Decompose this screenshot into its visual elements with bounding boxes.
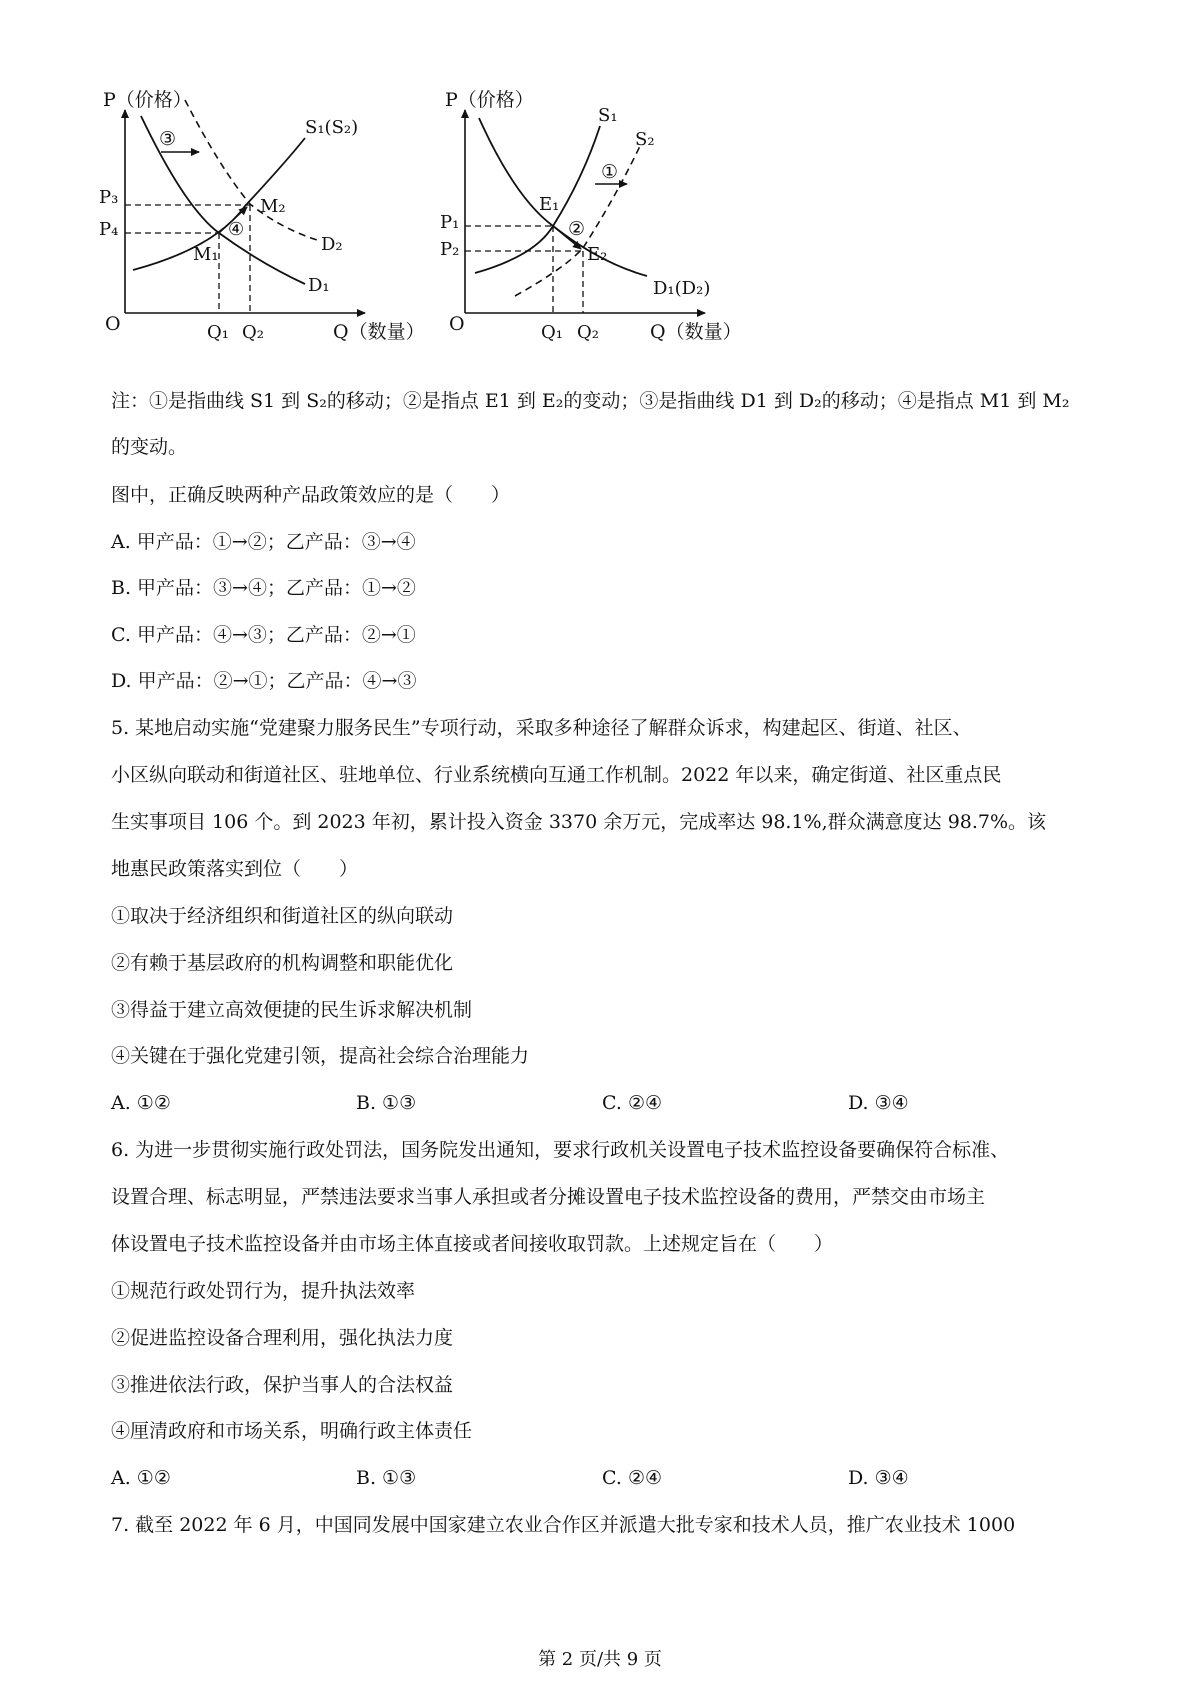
y-axis-label: P（价格） [445,89,534,111]
figure-right-supply-shift [435,88,775,378]
q6-option-d: D. ③④ [848,1467,909,1489]
q4-option-b: B. 甲产品：③→④；乙产品：①→② [111,577,416,599]
q1-label: Q₁ [541,322,563,343]
page-footer: 第 2 页/共 9 页 [538,1649,662,1670]
shift-mark-1: ① [601,161,619,183]
y-axis-label: P（价格） [103,89,192,111]
demand-label: D₁(D₂) [653,278,711,299]
shift-mark-3: ③ [159,128,177,150]
q4-stem: 图中，正确反映两种产品政策效应的是（ ） [111,484,511,506]
q5-option-a: A. ①② [111,1092,171,1114]
q2-label: Q₂ [577,322,599,343]
p4-label: P₄ [99,219,119,240]
q5-item-4: ④关键在于强化党建引领，提高社会综合治理能力 [111,1045,530,1067]
origin-label: O [105,313,121,335]
q4-option-a: A. 甲产品：①→②；乙产品：③→④ [111,531,416,553]
m2-label: M₂ [260,196,286,217]
q5-option-c: C. ②④ [602,1092,663,1114]
q6-item-2: ②促进监控设备合理利用，强化执法力度 [111,1327,454,1349]
q5-line-4: 地惠民政策落实到位（ ） [111,858,359,880]
demand-d1-label: D₁ [308,275,330,296]
q5-item-3: ③得益于建立高效便捷的民生诉求解决机制 [111,999,473,1021]
e2-label: E₂ [587,244,608,265]
q5-line-1: 5. 某地启动实施“党建聚力服务民生”专项行动，采取多种途径了解群众诉求，构建起区、街道、社区、 [111,717,972,739]
q6-item-1: ①规范行政处罚行为，提升执法效率 [111,1280,416,1302]
point-mark-2: ② [568,218,586,240]
supply-label: S₁(S₂) [305,117,359,138]
p2-label: P₂ [440,239,460,260]
q1-label: Q₁ [207,322,229,343]
q6-option-b: B. ①③ [356,1467,417,1489]
q6-line-3: 体设置电子技术监控设备并由市场主体直接或者间接收取罚款。上述规定旨在（ ） [111,1233,834,1255]
q5-item-2: ②有赖于基层政府的机构调整和职能优化 [111,952,454,974]
q6-option-c: C. ②④ [602,1467,663,1489]
q5-item-1: ①取决于经济组织和街道社区的纵向联动 [111,905,454,927]
figure-left-demand-shift [95,88,435,378]
p1-label: P₁ [440,212,460,233]
figure-note-line2: 的变动。 [111,436,188,458]
x-axis-label: Q（数量） [333,321,425,343]
s2-label: S₂ [635,129,655,150]
demand-d2-label: D₂ [321,234,343,255]
q4-option-c: C. 甲产品：④→③；乙产品：②→① [111,624,416,646]
m1-label: M₁ [193,244,219,265]
q6-line-1: 6. 为进一步贯彻实施行政处罚法，国务院发出通知，要求行政机关设置电子技术监控设备要确保符合标准、 [111,1139,1010,1161]
supply-demand-figures [95,88,815,378]
figure-note-line1: 注：①是指曲线 S1 到 S₂的移动；②是指点 E1 到 E₂的变动；③是指曲线 D1 到 D₂的移动；④是指点 M1 到 M₂ [111,390,1070,412]
point-mark-4: ④ [228,219,245,240]
p3-label: P₃ [99,187,119,208]
q6-option-a: A. ①② [111,1467,171,1489]
demand-curve [479,118,647,276]
q4-option-d: D. 甲产品：②→①；乙产品：④→③ [111,670,417,692]
q5-line-3: 生实事项目 106 个。到 2023 年初，累计投入资金 3370 余万元，完成率达 98.1%,群众满意度达 98.7%。该 [111,811,1047,833]
s1-label: S₁ [598,105,618,126]
x-axis-label: Q（数量） [650,321,742,343]
q6-item-3: ③推进依法行政，保护当事人的合法权益 [111,1374,454,1396]
origin-label: O [449,313,465,335]
q5-line-2: 小区纵向联动和街道社区、驻地单位、行业系统横向互通工作机制。2022 年以来，确定街道、社区重点民 [111,764,1002,786]
q7-line-1: 7. 截至 2022 年 6 月，中国同发展中国家建立农业合作区并派遣大批专家和技术人员，推广农业技术 1000 [111,1514,1016,1536]
q2-label: Q₂ [242,322,264,343]
q6-line-2: 设置合理、标志明显，严禁违法要求当事人承担或者分摊设置电子技术监控设备的费用，严禁交由市场主 [111,1186,986,1208]
e1-label: E₁ [539,194,560,215]
q6-item-4: ④厘清政府和市场关系，明确行政主体责任 [111,1420,473,1442]
q5-option-b: B. ①③ [356,1092,417,1114]
q5-option-d: D. ③④ [848,1092,909,1114]
